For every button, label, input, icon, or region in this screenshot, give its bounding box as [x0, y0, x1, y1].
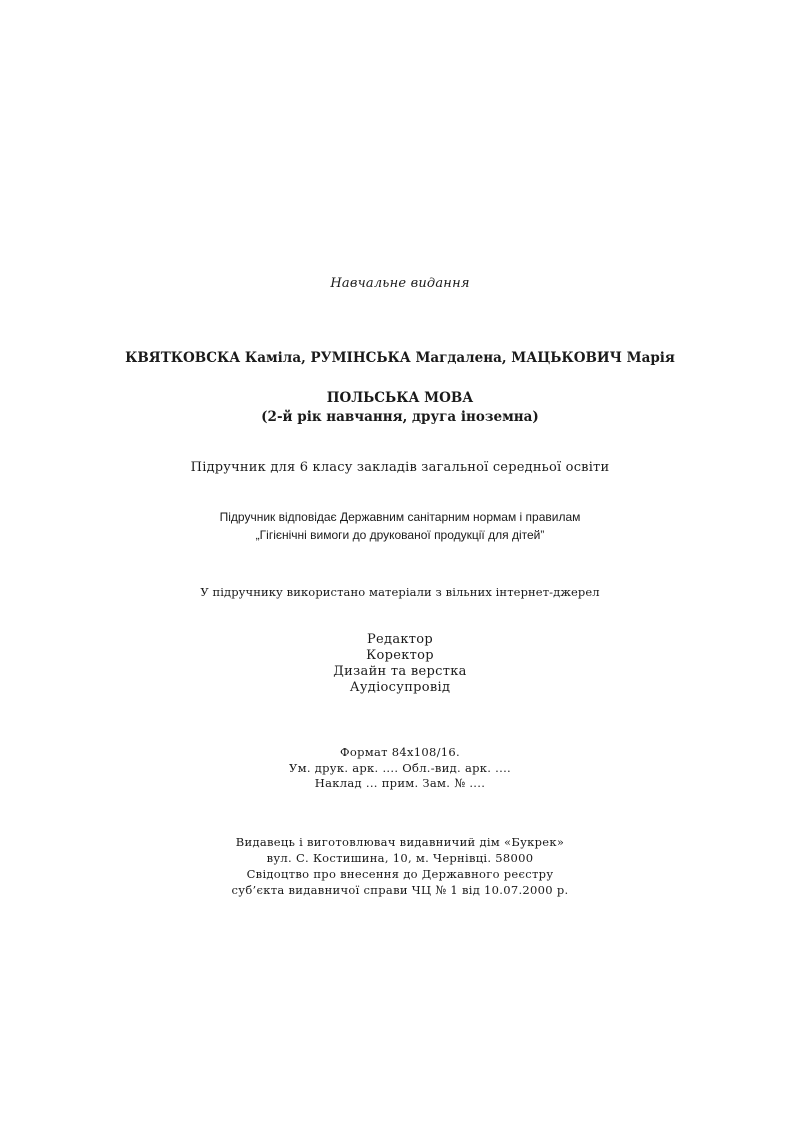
publisher-certificate: Свідоцтво про внесення до Державного реєстру: [246, 867, 554, 881]
publisher-info: [0, 834, 800, 898]
spec-sheets: Ум. друк. арк. .... Обл.-вид. арк. ....: [288, 760, 512, 775]
credit-editor: Редактор: [366, 632, 434, 647]
norms-line: Підручник відповідає Державним санітарним нормам і правилам: [219, 510, 581, 524]
sanitary-norms-note: [0, 508, 800, 544]
print-specs: [0, 745, 800, 792]
publisher-certificate-number: суб’єкта видавничої справи ЧЦ № 1 від 10.07.2000 р.: [231, 883, 569, 897]
book-subtitle: (2-й рік навчання, друга іноземна): [261, 409, 539, 425]
publisher-address: вул. С. Костишина, 10, м. Чернівці. 58000: [266, 851, 534, 865]
credit-audio: Аудіосупровід: [349, 680, 451, 695]
norms-line: „Гігієнічні вимоги до друкованої продукції для дітей”: [255, 528, 545, 542]
credits-list: [0, 632, 800, 696]
credit-proofreader: Коректор: [366, 648, 434, 663]
authors: КВЯТКОВСКА Каміла, РУМІНСЬКА Магдалена, МАЦЬКОВИЧ Марія: [125, 350, 675, 366]
spec-format: Формат 84х108/16.: [340, 745, 460, 759]
spec-print-run: Наклад ... прим. Зам. № ....: [314, 776, 486, 790]
edition-type: Навчальне видання: [330, 276, 470, 291]
publisher-name: Видавець і виготовлювач видавничий дім «Букрек»: [235, 835, 565, 849]
book-title-block: [0, 389, 800, 427]
sources-note: У підручнику використано матеріали з вільних інтернет-джерел: [200, 585, 600, 599]
textbook-purpose: Підручник для 6 класу закладів загальної середньої освіти: [190, 460, 610, 475]
book-title: ПОЛЬСЬКА МОВА: [326, 390, 474, 406]
credit-design-layout: Дизайн та верстка: [333, 664, 467, 679]
